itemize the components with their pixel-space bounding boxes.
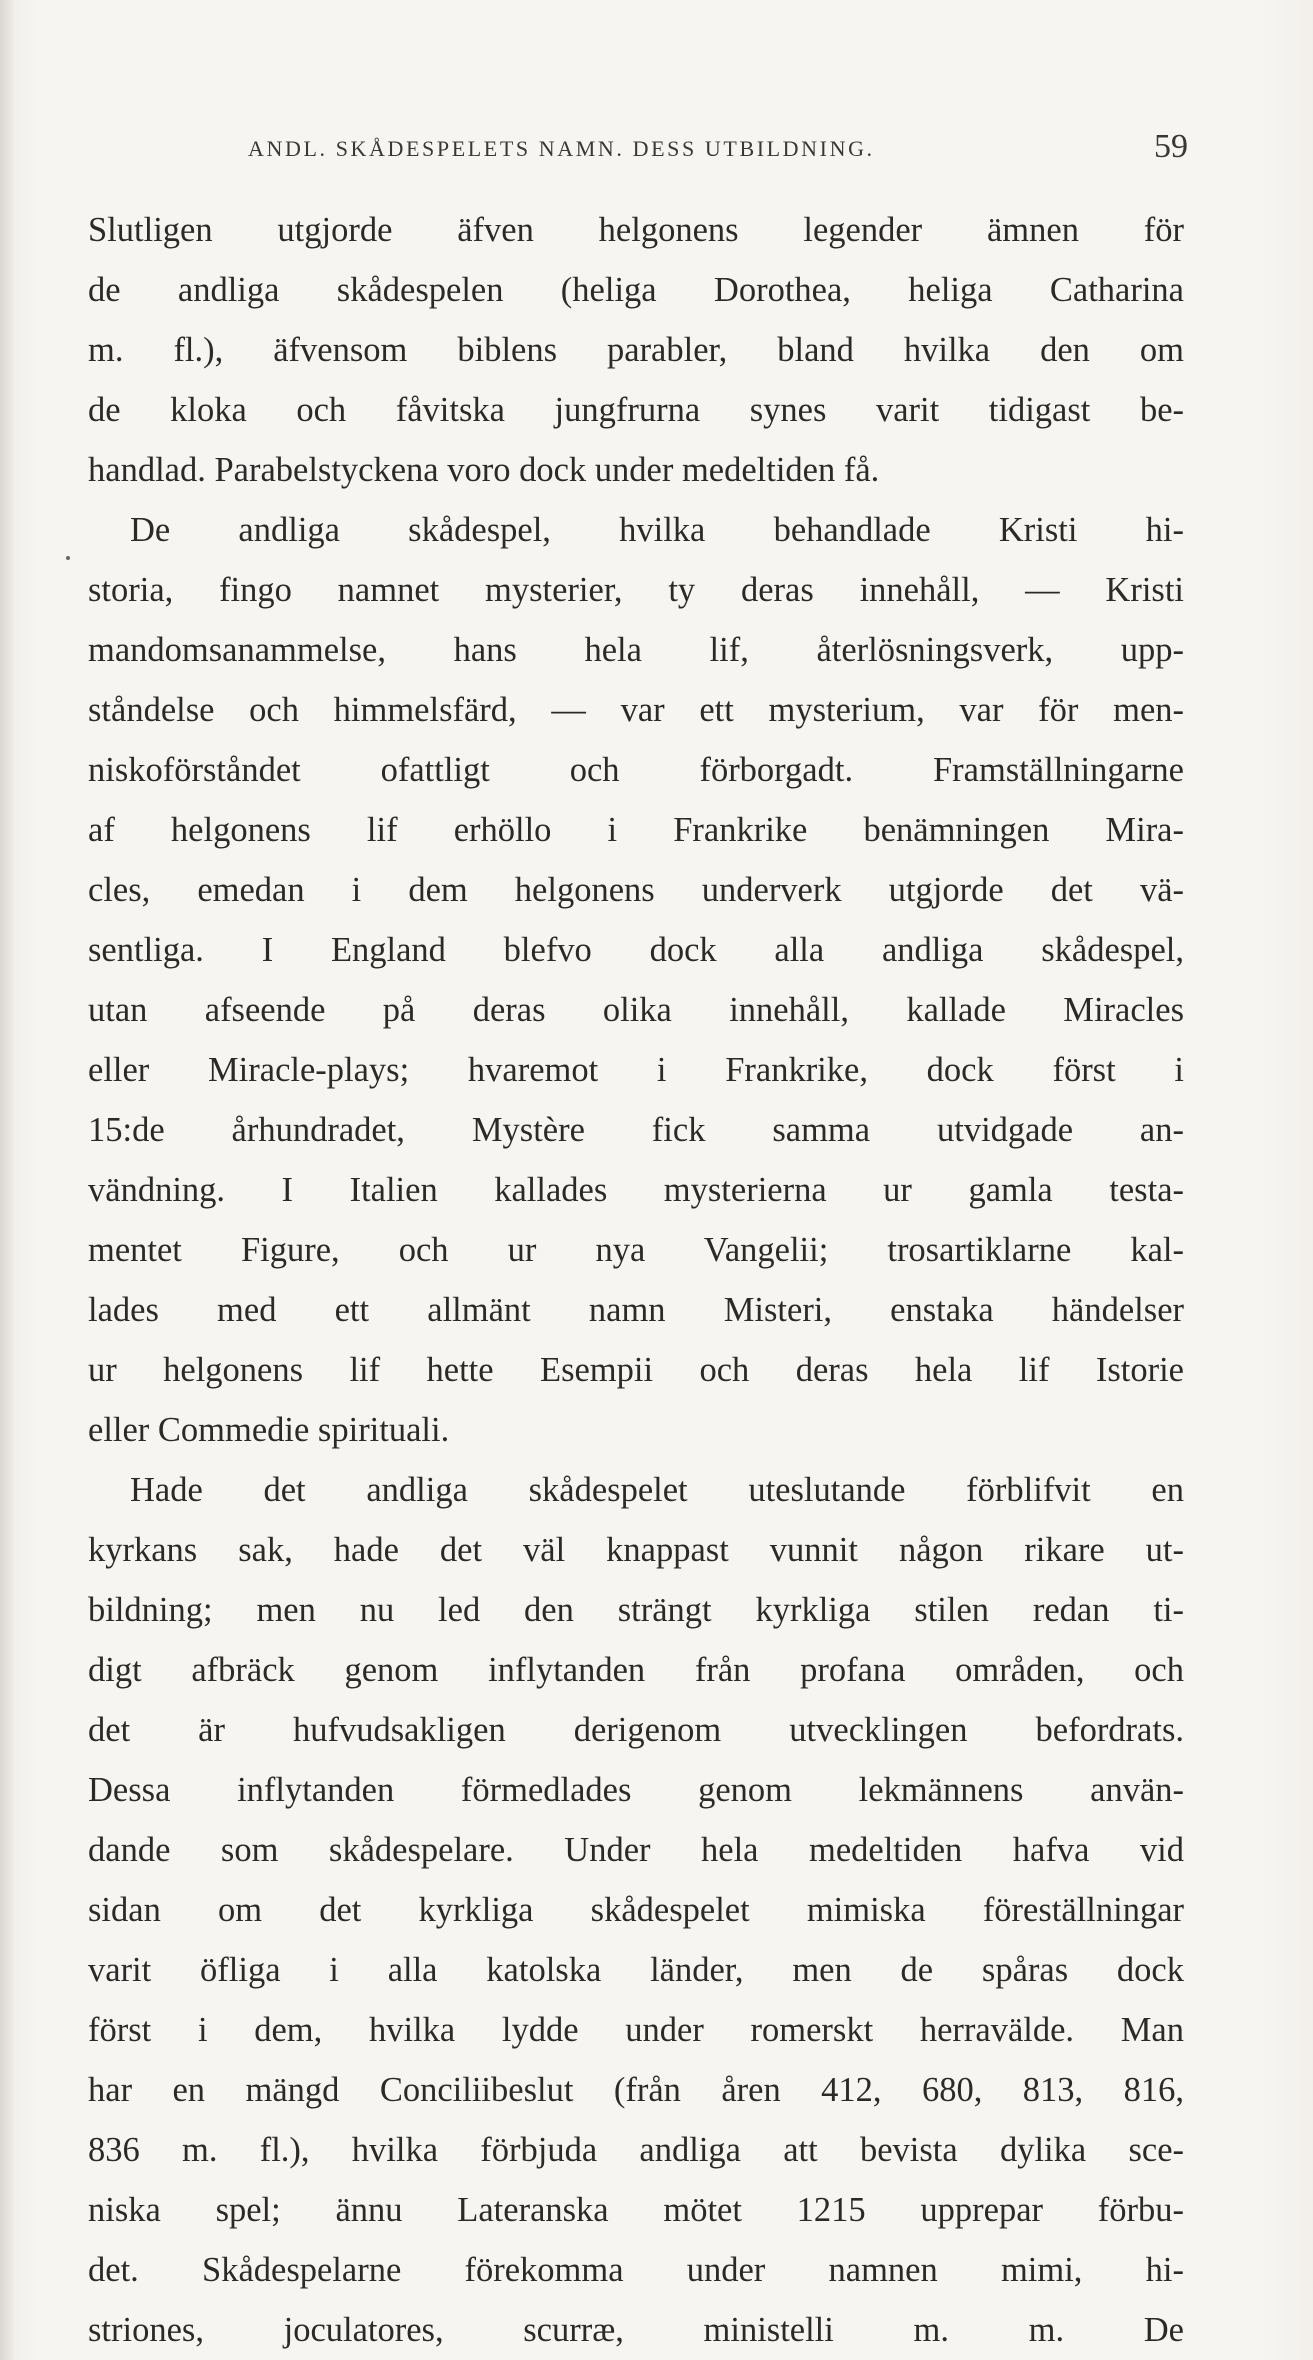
text-line: sentliga. I England blefvo dock alla andliga skådespel, [88,931,1184,969]
text-line: digt afbräck genom inflytanden från profana områden, och [88,1651,1184,1689]
text-line: m. fl.), äfvensom biblens parabler, bland hvilka den om [88,331,1184,369]
margin-mark [66,556,70,560]
text-line: Dessa inflytanden förmedlades genom lekmännens använ- [88,1771,1184,1809]
text-line: 15:de århundradet, Mystère fick samma utvidgade an- [88,1111,1184,1149]
text-line: mentet Figure, och ur nya Vangelii; trosartiklarne kal- [88,1231,1184,1269]
text-line: sidan om det kyrkliga skådespelet mimiska föreställningar [88,1891,1184,1929]
text-line: striones, joculatores, scurræ, ministelli m. m. De [88,2311,1184,2349]
text-line: storia, fingo namnet mysterier, ty deras innehåll, — Kristi [88,571,1184,609]
text-line: utan afseende på deras olika innehåll, kallade Miracles [88,991,1184,1029]
text-line: de kloka och fåvitska jungfrurna synes varit tidigast be- [88,391,1184,429]
text-line: handlad. Parabelstyckena voro dock under medeltiden få. [88,451,880,489]
body-text [88,200,1184,2360]
text-line: lades med ett allmänt namn Misteri, enstaka händelser [88,1291,1184,1329]
text-line: det. Skådespelarne förekomma under namnen mimi, hi- [88,2251,1184,2289]
text-line: varit öfliga i alla katolska länder, men de spåras dock [88,1951,1184,1989]
text-line: det är hufvudsakligen derigenom utvecklingen befordrats. [88,1711,1184,1749]
text-line: ur helgonens lif hette Esempii och deras hela lif Istorie [88,1351,1184,1389]
text-line: har en mängd Conciliibeslut (från åren 412, 680, 813, 816, [88,2071,1184,2109]
text-line: Hade det andliga skådespelet uteslutande förblifvit en [130,1471,1184,1509]
text-line: niskoförståndet ofattligt och förborgadt. Framställningarne [88,751,1184,789]
text-line: först i dem, hvilka lydde under romerskt herravälde. Man [88,2011,1184,2049]
text-line: 836 m. fl.), hvilka förbjuda andliga att bevista dylika sce- [88,2131,1184,2169]
text-line: vändning. I Italien kallades mysterierna ur gamla testa- [88,1171,1184,1209]
text-line: af helgonens lif erhöllo i Frankrike benämningen Mira- [88,811,1184,849]
text-line: dande som skådespelare. Under hela medeltiden hafva vid [88,1831,1184,1869]
text-line: eller Commedie spirituali. [88,1411,450,1449]
text-line: Slutligen utgjorde äfven helgonens legender ämnen för [88,211,1184,249]
text-line: mandomsanammelse, hans hela lif, återlösningsverk, upp- [88,631,1184,669]
text-line: cles, emedan i dem helgonens underverk utgjorde det vä- [88,871,1184,909]
text-line: niska spel; ännu Lateranska mötet 1215 upprepar förbu- [88,2191,1184,2229]
text-line: kyrkans sak, hade det väl knappast vunnit någon rikare ut- [88,1531,1184,1569]
page-number: 59 [1154,128,1188,165]
running-head: ANDL. SKÅDESPELETS NAMN. DESS UTBILDNING. [248,136,875,161]
page-header [248,128,1188,168]
text-line: ståndelse och himmelsfärd, — var ett mysterium, var för men- [88,691,1184,729]
text-line: bildning; men nu led den strängt kyrkliga stilen redan ti- [88,1591,1184,1629]
text-line: de andliga skådespelen (heliga Dorothea, heliga Catharina [88,271,1184,309]
binding-edge [0,0,14,2360]
text-line: De andliga skådespel, hvilka behandlade Kristi hi- [130,511,1184,549]
text-line: eller Miracle-plays; hvaremot i Frankrike, dock först i [88,1051,1184,1089]
